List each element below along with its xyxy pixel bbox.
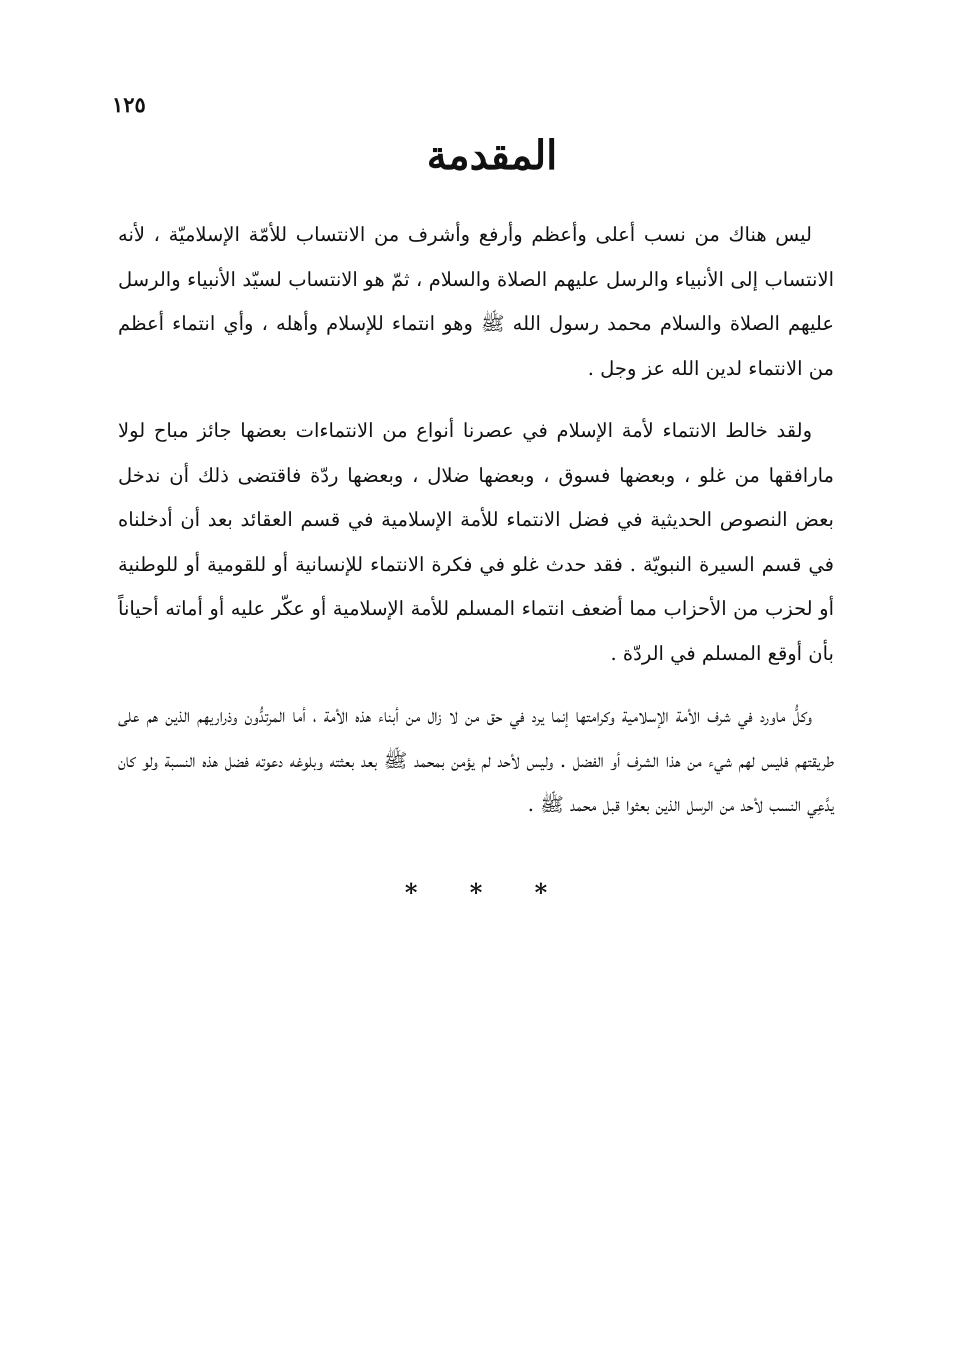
body-text [118,213,834,846]
section-separator: * * * [404,878,570,907]
paragraph: ولقد خالط الانتماء لأمة الإسلام في عصرنا أنواع من الانتماءات بعضها جائز مباح لولا مارافقها من غلو ، وبعضها فسوق ، وبعضها ضلال ، وبعضها ردّة فاقتضى ذلك أن ندخل بعض النصوص الحديثية في فضل الانتماء للأمة الإسلامية في قسم العقائد بعد أن أدخلناه في قسم السيرة النبويّة . فقد حدث غلو في فكرة الانتماء للإنسانية أو للقومية أو للوطنية أو لحزب من الأحزاب مما أضعف انتماء المسلم للأمة الإسلامية أو عكّر عليه أو أماته أحياناً بأن أوقع المسلم في الردّة . [118,419,834,665]
paragraph: وكلُّ ماورد في شرف الأمة الإسلامية وكرامتها إنما يرد في حق من لا زال من أبناء هذه الأمة ، أما المرتدُّون وذراريهم الذين هم على طريقتهم فليس لهم شيء من هذا الشرف أو الفضل . وليس لأحد لم يؤمن بمحمد ﷺ بعد بعثته وبلوغه دعوته فضل هذه النسبة ولو كان يدَّعِي النسب لأحد من الرسل الذين بعثوا قبل محمد ﷺ . [118,704,834,816]
paragraph: ليس هناك من نسب أعلى وأعظم وأرفع وأشرف من الانتساب للأمّة الإسلاميّة ، لأنه الانتساب إلى الأنبياء والرسل عليهم الصلاة والسلام ، ثمّ هو الانتساب لسيّد الأنبياء والرسل عليهم الصلاة والسلام محمد رسول الله ﷺ وهو انتماء للإسلام وأهله ، وأي انتماء أعظم من الانتماء لدين الله عز وجل . [118,223,834,380]
chapter-title: المقدمة [426,132,558,179]
page-number: ١٢٥ [112,92,146,117]
